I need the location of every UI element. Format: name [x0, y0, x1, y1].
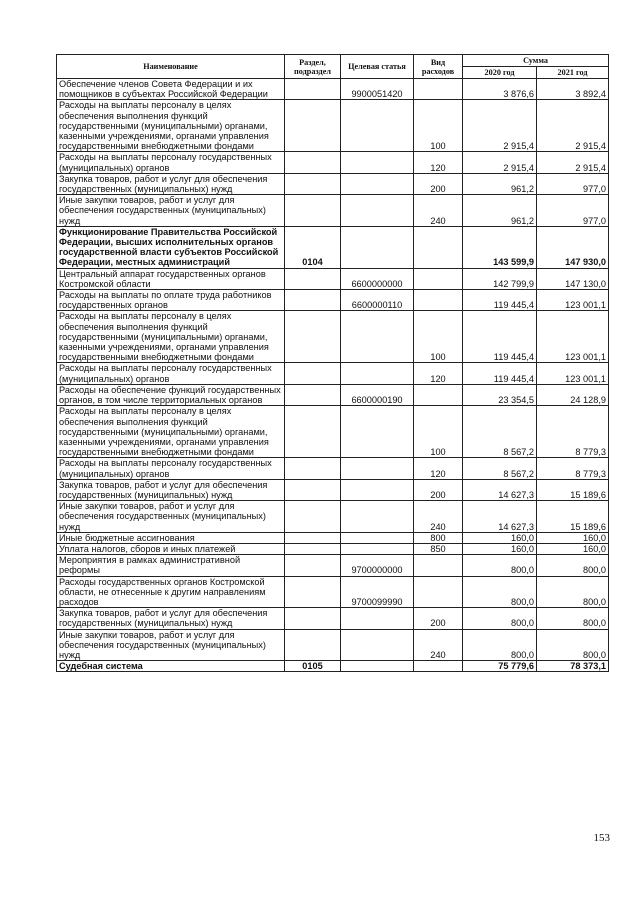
cell-target [341, 311, 414, 363]
cell-expense [414, 555, 463, 576]
table-row [57, 458, 609, 479]
cell-target: 6600000000 [341, 268, 414, 289]
cell-section [285, 629, 341, 661]
table-row [57, 384, 609, 405]
table-row [57, 501, 609, 533]
cell-target [341, 479, 414, 500]
cell-sum-2020: 2 915,4 [463, 152, 537, 173]
header-target: Целевая статья [341, 55, 414, 79]
cell-section [285, 406, 341, 458]
cell-section [285, 501, 341, 533]
cell-target [341, 173, 414, 194]
cell-name: Мероприятия в рамках административной реформы [57, 555, 285, 576]
cell-target [341, 532, 414, 543]
cell-sum-2021: 800,0 [537, 629, 609, 661]
cell-expense: 120 [414, 152, 463, 173]
cell-name: Центральный аппарат государственных органов Костромской области [57, 268, 285, 289]
cell-sum-2021: 123 001,1 [537, 290, 609, 311]
header-sum: Сумма [463, 55, 609, 67]
table-row [57, 195, 609, 227]
cell-target: 9700000000 [341, 555, 414, 576]
table-row [57, 311, 609, 363]
table-row [57, 363, 609, 384]
cell-section [285, 100, 341, 152]
cell-expense: 200 [414, 173, 463, 194]
cell-name: Функционирование Правительства Российской Федерации, высших исполнительных органов государственной власти субъектов Российской Федерации, местных администраций [57, 226, 285, 268]
cell-section [285, 152, 341, 173]
header-expense: Вид расходов [414, 55, 463, 79]
cell-section [285, 608, 341, 629]
cell-name: Иные бюджетные ассигнования [57, 532, 285, 543]
cell-sum-2021: 15 189,6 [537, 501, 609, 533]
cell-name: Расходы на выплаты персоналу государственных (муниципальных) органов [57, 458, 285, 479]
cell-target [341, 195, 414, 227]
cell-sum-2020: 23 354,5 [463, 384, 537, 405]
table-row [57, 608, 609, 629]
cell-target: 6600000110 [341, 290, 414, 311]
cell-sum-2021: 977,0 [537, 195, 609, 227]
table-row [57, 661, 609, 672]
cell-section: 0105 [285, 661, 341, 672]
cell-sum-2021: 2 915,4 [537, 100, 609, 152]
cell-sum-2021: 977,0 [537, 173, 609, 194]
cell-target [341, 363, 414, 384]
cell-expense: 800 [414, 532, 463, 543]
cell-target [341, 100, 414, 152]
cell-target [341, 608, 414, 629]
cell-target [341, 543, 414, 554]
cell-name: Расходы на выплаты персоналу государственных (муниципальных) органов [57, 363, 285, 384]
cell-expense [414, 79, 463, 100]
header-year-2020: 2020 год [463, 67, 537, 79]
cell-sum-2020: 2 915,4 [463, 100, 537, 152]
table-header [57, 55, 609, 79]
cell-section [285, 311, 341, 363]
cell-sum-2021: 24 128,9 [537, 384, 609, 405]
cell-sum-2021: 800,0 [537, 555, 609, 576]
cell-sum-2021: 8 779,3 [537, 406, 609, 458]
cell-sum-2021: 160,0 [537, 543, 609, 554]
table-row [57, 173, 609, 194]
cell-expense: 240 [414, 501, 463, 533]
cell-sum-2021: 800,0 [537, 576, 609, 608]
table-row [57, 576, 609, 608]
cell-name: Иные закупки товаров, работ и услуг для обеспечения государственных (муниципальных) нужд [57, 501, 285, 533]
table-row [57, 406, 609, 458]
cell-section [285, 384, 341, 405]
cell-target: 6600000190 [341, 384, 414, 405]
cell-sum-2020: 160,0 [463, 543, 537, 554]
cell-section [285, 173, 341, 194]
cell-sum-2020: 3 876,6 [463, 79, 537, 100]
cell-target [341, 629, 414, 661]
cell-section [285, 458, 341, 479]
cell-expense: 100 [414, 100, 463, 152]
cell-sum-2021: 800,0 [537, 608, 609, 629]
cell-sum-2021: 2 915,4 [537, 152, 609, 173]
cell-section [285, 532, 341, 543]
header-section: Раздел, подраздел [285, 55, 341, 79]
cell-target [341, 501, 414, 533]
cell-expense: 240 [414, 195, 463, 227]
cell-expense: 850 [414, 543, 463, 554]
table-row [57, 532, 609, 543]
cell-name: Судебная система [57, 661, 285, 672]
cell-target: 9900051420 [341, 79, 414, 100]
cell-name: Иные закупки товаров, работ и услуг для обеспечения государственных (муниципальных) нужд [57, 629, 285, 661]
cell-sum-2020: 800,0 [463, 608, 537, 629]
cell-expense: 200 [414, 479, 463, 500]
cell-section [285, 290, 341, 311]
cell-sum-2020: 160,0 [463, 532, 537, 543]
table-row [57, 543, 609, 554]
cell-name: Обеспечение членов Совета Федерации и их помощников в субъектах Российской Федерации [57, 79, 285, 100]
cell-sum-2020: 800,0 [463, 555, 537, 576]
cell-name: Уплата налогов, сборов и иных платежей [57, 543, 285, 554]
table-row [57, 555, 609, 576]
cell-name: Закупка товаров, работ и услуг для обеспечения государственных (муниципальных) нужд [57, 173, 285, 194]
cell-sum-2020: 800,0 [463, 629, 537, 661]
cell-sum-2021: 78 373,1 [537, 661, 609, 672]
cell-section [285, 363, 341, 384]
cell-name: Расходы на выплаты персоналу в целях обеспечения выполнения функций государственными (муниципальными) органами, казенными учреждениями, органами управления государственными внебюджетными фондами [57, 406, 285, 458]
cell-target [341, 406, 414, 458]
table-row [57, 290, 609, 311]
cell-sum-2020: 14 627,3 [463, 501, 537, 533]
cell-expense [414, 384, 463, 405]
cell-expense [414, 290, 463, 311]
cell-sum-2021: 147 930,0 [537, 226, 609, 268]
cell-expense: 100 [414, 311, 463, 363]
cell-sum-2020: 800,0 [463, 576, 537, 608]
cell-expense [414, 268, 463, 289]
table-row [57, 152, 609, 173]
table-row [57, 100, 609, 152]
budget-table [56, 54, 609, 672]
cell-section [285, 268, 341, 289]
cell-sum-2021: 123 001,1 [537, 311, 609, 363]
cell-sum-2020: 8 567,2 [463, 406, 537, 458]
cell-section [285, 79, 341, 100]
cell-section [285, 195, 341, 227]
cell-expense: 120 [414, 458, 463, 479]
cell-sum-2020: 119 445,4 [463, 290, 537, 311]
cell-target [341, 458, 414, 479]
cell-expense [414, 226, 463, 268]
table-row [57, 226, 609, 268]
cell-expense: 240 [414, 629, 463, 661]
cell-sum-2020: 8 567,2 [463, 458, 537, 479]
cell-target [341, 152, 414, 173]
cell-name: Расходы на выплаты персоналу государственных (муниципальных) органов [57, 152, 285, 173]
header-name: Наименование [57, 55, 285, 79]
cell-expense: 200 [414, 608, 463, 629]
cell-sum-2021: 160,0 [537, 532, 609, 543]
cell-name: Расходы на выплаты персоналу в целях обеспечения выполнения функций государственными (муниципальными) органами, казенными учреждениями, органами управления государственными внебюджетными фондами [57, 100, 285, 152]
cell-sum-2020: 961,2 [463, 173, 537, 194]
cell-expense: 120 [414, 363, 463, 384]
cell-name: Расходы на обеспечение функций государственных органов, в том числе территориальных органов [57, 384, 285, 405]
cell-sum-2020: 119 445,4 [463, 363, 537, 384]
cell-name: Расходы на выплаты персоналу в целях обеспечения выполнения функций государственными (муниципальными) органами, казенными учреждениями, органами управления государственными внебюджетными фондами [57, 311, 285, 363]
cell-sum-2021: 3 892,4 [537, 79, 609, 100]
cell-sum-2020: 119 445,4 [463, 311, 537, 363]
cell-name: Закупка товаров, работ и услуг для обеспечения государственных (муниципальных) нужд [57, 479, 285, 500]
table-row [57, 79, 609, 100]
cell-name: Закупка товаров, работ и услуг для обеспечения государственных (муниципальных) нужд [57, 608, 285, 629]
cell-sum-2020: 961,2 [463, 195, 537, 227]
cell-section [285, 576, 341, 608]
cell-sum-2021: 123 001,1 [537, 363, 609, 384]
cell-sum-2020: 143 599,9 [463, 226, 537, 268]
cell-sum-2021: 147 130,0 [537, 268, 609, 289]
page-number: 153 [593, 832, 610, 844]
cell-name: Иные закупки товаров, работ и услуг для обеспечения государственных (муниципальных) нужд [57, 195, 285, 227]
cell-sum-2020: 75 779,6 [463, 661, 537, 672]
cell-name: Расходы на выплаты по оплате труда работников государственных органов [57, 290, 285, 311]
table-body [57, 79, 609, 672]
cell-target: 9700099990 [341, 576, 414, 608]
cell-section [285, 543, 341, 554]
cell-sum-2021: 8 779,3 [537, 458, 609, 479]
cell-expense [414, 576, 463, 608]
cell-section [285, 479, 341, 500]
cell-name: Расходы государственных органов Костромской области, не отнесенные к другим направлениям расходов [57, 576, 285, 608]
cell-sum-2020: 14 627,3 [463, 479, 537, 500]
cell-target [341, 226, 414, 268]
cell-sum-2020: 142 799,9 [463, 268, 537, 289]
cell-target [341, 661, 414, 672]
cell-section [285, 555, 341, 576]
table-row [57, 268, 609, 289]
table-row [57, 629, 609, 661]
table-row [57, 479, 609, 500]
cell-section: 0104 [285, 226, 341, 268]
cell-expense [414, 661, 463, 672]
cell-sum-2021: 15 189,6 [537, 479, 609, 500]
header-year-2021: 2021 год [537, 67, 609, 79]
cell-expense: 100 [414, 406, 463, 458]
